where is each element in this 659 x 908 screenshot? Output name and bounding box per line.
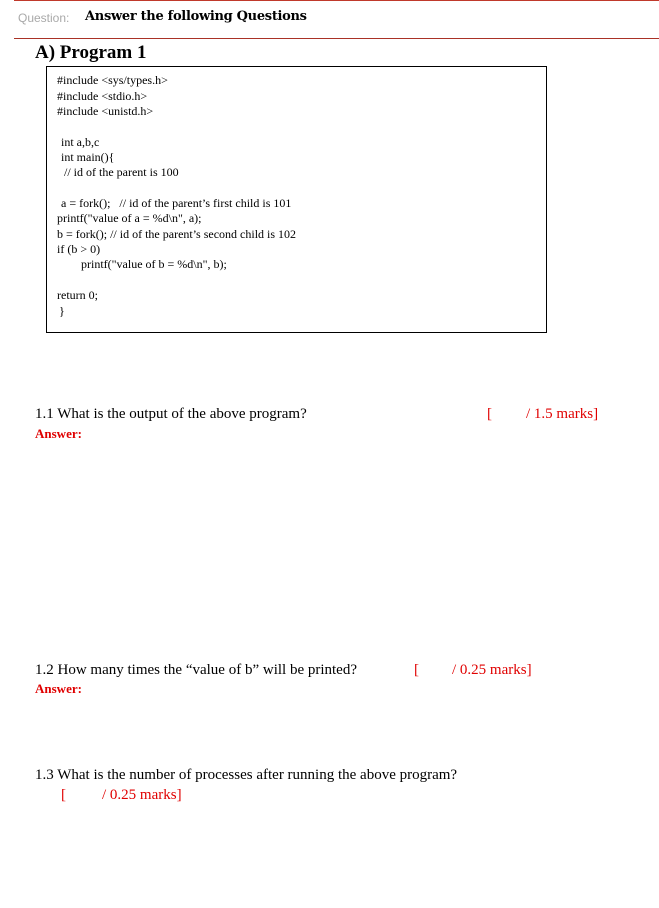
- question-1-1-text: 1.1 What is the output of the above program?: [35, 406, 307, 422]
- question-header: [0, 0, 659, 40]
- code-line-closing-brace: }: [59, 304, 65, 318]
- code-block: [46, 66, 547, 333]
- header-divider-rule: [14, 38, 659, 39]
- code-line-if-b: if (b > 0): [57, 242, 101, 256]
- question-1-3-text: 1.3 What is the number of processes after running the above program?: [35, 767, 458, 783]
- question-1-1-marks: / 1.5 marks]: [526, 406, 599, 422]
- code-line-return: return 0;: [57, 288, 98, 302]
- code-line-parent-comment: // id of the parent is 100: [64, 165, 179, 179]
- question-1-1-answer-label: Answer:: [35, 426, 82, 441]
- code-line-printf-a: printf("value of a = %d\n", a);: [57, 211, 202, 225]
- section-title: A) Program 1: [35, 42, 147, 63]
- code-line-main: int main(){: [61, 150, 115, 164]
- code-line-declare-vars: int a,b,c: [61, 135, 100, 149]
- code-line-fork-b: b = fork(); // id of the parent’s second child is 102: [57, 227, 297, 241]
- question-1-3-marks: / 0.25 marks]: [102, 787, 182, 803]
- question-title: Answer the following Questions: [85, 9, 307, 24]
- code-line-fork-a: a = fork(); // id of the parent’s first child is 101: [61, 196, 292, 210]
- header-top-rule: [14, 0, 659, 1]
- code-line-include-sys-types: #include <sys/types.h>: [57, 73, 168, 87]
- code-line-include-unistd: #include <unistd.h>: [57, 104, 154, 118]
- question-1-1-bracket: [: [487, 406, 492, 422]
- code-line-printf-b: printf("value of b = %d\n", b);: [81, 257, 227, 271]
- question-1-2-text: 1.2 How many times the “value of b” will be printed?: [35, 662, 357, 678]
- question-prefix: Question:: [18, 11, 70, 25]
- question-1-2-answer-label: Answer:: [35, 681, 82, 696]
- code-line-include-stdio: #include <stdio.h>: [57, 89, 148, 103]
- question-1-2-bracket: [: [414, 662, 419, 678]
- question-1-2-marks: / 0.25 marks]: [452, 662, 532, 678]
- question-1-3-bracket: [: [61, 787, 66, 803]
